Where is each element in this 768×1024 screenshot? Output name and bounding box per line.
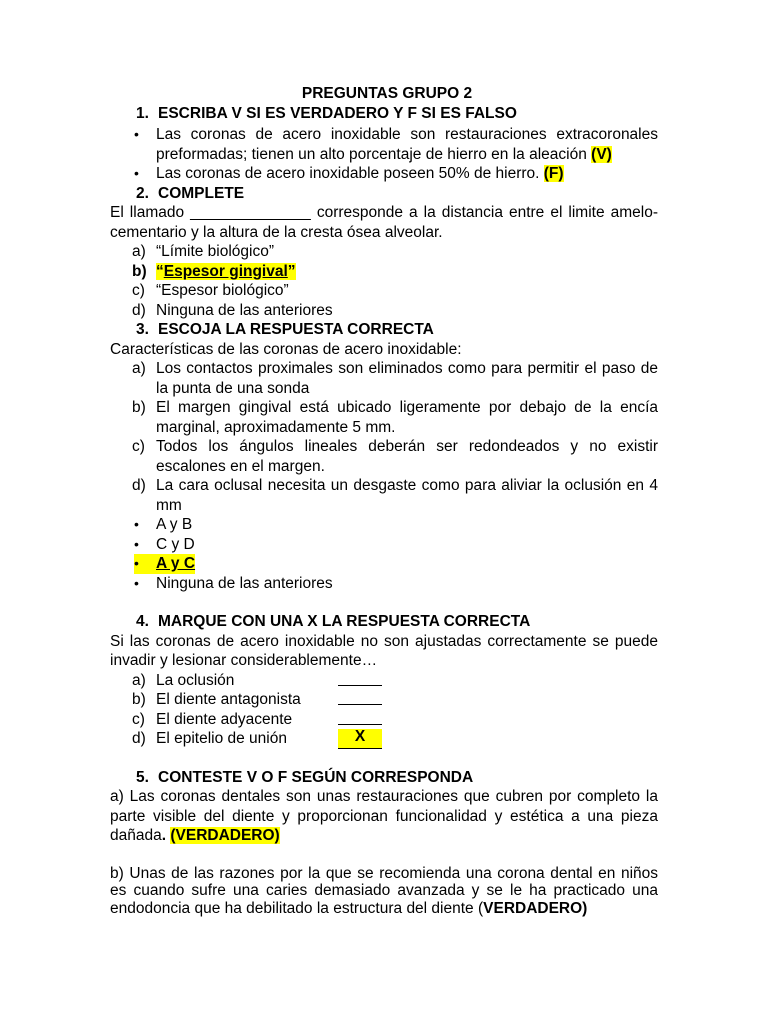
option-label: b)	[132, 399, 146, 416]
option-text: “Límite biológico”	[156, 243, 275, 260]
bullet-icon: •	[134, 574, 139, 591]
q4-option-a	[110, 671, 658, 691]
option-label: b)	[132, 691, 146, 708]
option-label: b)	[132, 262, 147, 280]
bullet-text: Ninguna de las anteriores	[156, 574, 333, 592]
option-text: El epitelio de unión	[156, 730, 287, 747]
q1-item-2-answer: (F)	[543, 165, 564, 182]
q1-item-1-answer: (V)	[591, 145, 612, 163]
bullet-text: A y B	[156, 516, 193, 533]
q1-item-2	[110, 164, 658, 184]
q3-bullet-4	[110, 574, 658, 594]
q5-item-a-answer: (VERDADERO)	[170, 827, 280, 844]
q3-bullet-2	[110, 535, 658, 555]
answer-blank	[338, 690, 382, 705]
answer-mark-x: X	[338, 729, 382, 749]
q4-option-c	[110, 710, 658, 730]
question-heading-text: COMPLETE	[158, 184, 245, 202]
q2-option-c	[110, 281, 658, 301]
q3-option-b	[110, 398, 658, 437]
q2-prompt: El llamado ______________ corresponde a la distancia entre el limite amelo-cementario y la altura de la cresta ósea alveolar.	[110, 204, 658, 241]
q5-item-a	[110, 787, 658, 846]
question-heading-text: ESCRIBA V SI ES VERDADERO Y F SI ES FALSO	[158, 104, 517, 122]
option-close-quote: ”	[287, 262, 296, 280]
q3-bullet-1	[110, 515, 658, 535]
q4-prompt: Si las coronas de acero inoxidable no son ajustadas correctamente se puede invadir y lesionar considerablemente…	[110, 632, 658, 669]
q2-option-b	[110, 262, 658, 282]
question-number: 4.	[136, 613, 149, 630]
question-3-heading	[110, 320, 658, 340]
option-label: c)	[132, 282, 145, 299]
question-5-heading	[110, 768, 658, 788]
option-text: Ninguna de las anteriores	[156, 301, 333, 319]
option-text: El diente adyacente	[156, 710, 293, 728]
bullet-icon: •	[134, 126, 139, 142]
option-label: d)	[132, 301, 146, 319]
q3-option-d	[110, 476, 658, 515]
q3-option-a	[110, 359, 658, 398]
option-label: d)	[132, 730, 146, 747]
q5-item-b	[110, 865, 658, 918]
bullet-icon: •	[134, 165, 139, 181]
question-number: 1.	[136, 104, 149, 122]
option-text: La oclusión	[156, 671, 235, 689]
q4-option-b	[110, 690, 658, 710]
question-heading-text: MARQUE CON UNA X LA RESPUESTA CORRECTA	[158, 613, 531, 630]
question-heading-text: CONTESTE V O F SEGÚN CORRESPONDA	[158, 768, 474, 786]
option-label: c)	[132, 710, 145, 728]
question-number: 3.	[136, 321, 149, 338]
option-label: a)	[132, 360, 146, 377]
option-label: c)	[132, 438, 145, 455]
option-label: d)	[132, 477, 146, 494]
q2-option-a	[110, 242, 658, 262]
q5-item-a-text: a) Las coronas dentales son unas restauraciones que cubren por completo la parte visible del diente y proporcionan funcionalidad y estética a una pieza dañada	[110, 788, 658, 844]
document-title: PREGUNTAS GRUPO 2	[301, 85, 473, 102]
q5-item-b-text: b) Unas de las razones por la que se recomienda una corona dental en niños es cuando sufre una caries demasiado avanzada y se le ha practicado una endodoncia que ha debilitado la estructura del diente (	[110, 864, 658, 917]
option-text: El diente antagonista	[156, 691, 301, 708]
q1-item-2-text: Las coronas de acero inoxidable poseen 50% de hierro.	[156, 165, 544, 182]
answer-blank	[338, 710, 382, 725]
option-text-highlighted: Espesor gingival	[163, 262, 288, 280]
option-label: a)	[132, 671, 146, 689]
question-2-heading	[110, 184, 658, 204]
q1-item-1	[110, 125, 658, 164]
bullet-text: C y D	[156, 535, 195, 553]
question-heading-text: ESCOJA LA RESPUESTA CORRECTA	[158, 321, 434, 338]
bullet-icon: •	[134, 554, 156, 574]
q4-option-d	[110, 729, 658, 749]
option-text: “Espesor biológico”	[156, 282, 289, 299]
question-4-heading	[110, 612, 658, 632]
bullet-text-highlighted: A y C	[156, 555, 196, 572]
option-label: a)	[132, 243, 146, 260]
q3-bullet-3	[110, 554, 658, 574]
option-text: Todos los ángulos lineales deberán ser redondeados y no existir escalones en el margen.	[156, 438, 658, 475]
document-page	[110, 84, 658, 917]
q3-option-c	[110, 437, 658, 476]
q5-item-b-answer: VERDADERO)	[483, 899, 588, 917]
option-text: Los contactos proximales son eliminados como para permitir el paso de la punta de una sonda	[156, 360, 658, 397]
option-open-quote: “	[156, 262, 164, 280]
answer-blank	[338, 671, 382, 686]
q2-option-d	[110, 301, 658, 321]
option-text: La cara oclusal necesita un desgaste como para aliviar la oclusión en 4 mm	[156, 477, 658, 514]
option-text: El margen gingival está ubicado ligeramente por debajo de la encía marginal, aproximadamente 5 mm.	[156, 399, 658, 436]
question-number: 2.	[136, 184, 149, 202]
q3-prompt: Características de las coronas de acero inoxidable:	[110, 340, 462, 358]
q5-item-a-dot: .	[161, 827, 167, 844]
bullet-icon: •	[134, 535, 139, 552]
q1-item-1-text: Las coronas de acero inoxidable son restauraciones extracoronales preformadas; tienen un alto porcentaje de hierro en la aleación	[156, 126, 658, 163]
question-1-heading	[110, 104, 658, 124]
bullet-icon: •	[134, 516, 139, 532]
question-number: 5.	[136, 768, 149, 786]
